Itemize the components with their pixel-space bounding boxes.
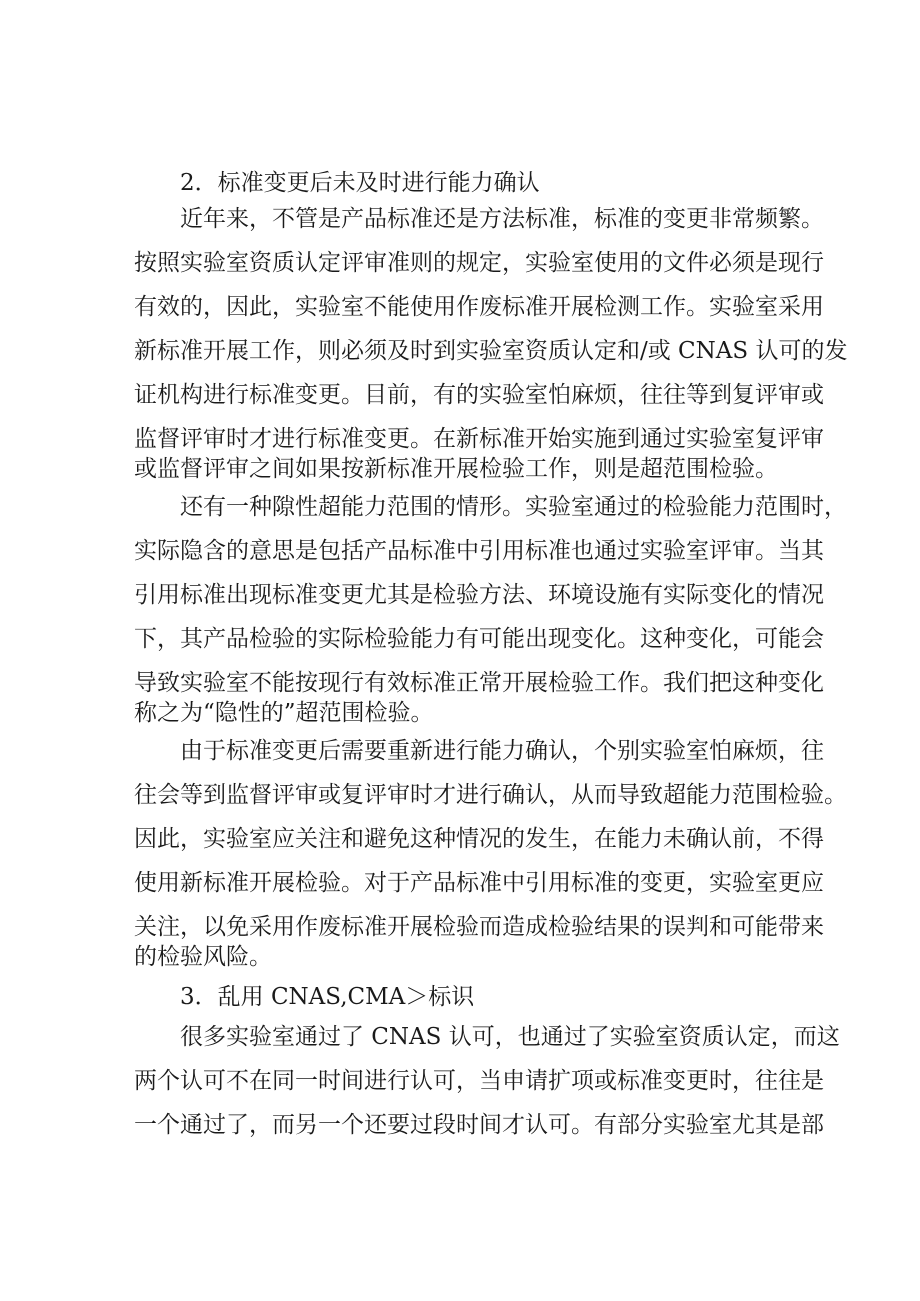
paragraph-line: 近年来，不管是产品标准还是方法标准，标准的变更非常频繁。 xyxy=(180,206,824,232)
paragraph-line: 两个认可不在同一时间进行认可，当申请扩项或标准变更时，往往是 xyxy=(134,1068,824,1094)
paragraph-line: 使用新标准开展检验。对于产品标准中引用标准的变更，实验室更应 xyxy=(134,870,824,896)
section-heading-2: 2．标准变更后未及时进行能力确认 xyxy=(180,170,540,196)
paragraph-line: 往会等到监督评审或复评审时才进行确认，从而导致超能力范围检验。 xyxy=(134,782,847,808)
paragraph-line: 下，其产品检验的实际检验能力有可能出现变化。这种变化，可能会 xyxy=(134,626,824,652)
paragraph-line: 或监督评审之间如果按新标准开展检验工作，则是超范围检验。 xyxy=(134,456,778,482)
paragraph-line: 证机构进行标准变更。目前，有的实验室怕麻烦，往往等到复评审或 xyxy=(134,382,824,408)
paragraph-line: 关注，以免采用作废标准开展检验而造成检验结果的误判和可能带来 xyxy=(134,914,824,940)
paragraph-line: 按照实验室资质认定评审准则的规定，实验室使用的文件必须是现行 xyxy=(134,250,824,276)
paragraph-line: 引用标准出现标准变更尤其是检验方法、环境设施有实际变化的情况 xyxy=(134,582,824,608)
paragraph-line: 一个通过了，而另一个还要过段时间才认可。有部分实验室尤其是部 xyxy=(134,1112,824,1138)
paragraph-line: 有效的，因此，实验室不能使用作废标准开展检测工作。实验室采用 xyxy=(134,294,824,320)
paragraph-line: 新标准开展工作，则必须及时到实验室资质认定和/或 CNAS 认可的发 xyxy=(134,338,848,364)
paragraph-line: 因此，实验室应关注和避免这种情况的发生，在能力未确认前，不得 xyxy=(134,826,824,852)
paragraph-line: 由于标准变更后需要重新进行能力确认，个别实验室怕麻烦，往 xyxy=(180,738,824,764)
paragraph-line: 实际隐含的意思是包括产品标准中引用标准也通过实验室评审。当其 xyxy=(134,538,824,564)
paragraph-line: 导致实验室不能按现行有效标准正常开展检验工作。我们把这种变化 xyxy=(134,670,824,696)
section-heading-3: 3．乱用 CNAS,CMA＞标识 xyxy=(180,984,475,1010)
paragraph-line: 还有一种隙性超能力范围的情形。实验室通过的检验能力范围时， xyxy=(180,494,847,520)
paragraph-line: 的检验风险。 xyxy=(134,944,272,970)
paragraph-line: 很多实验室通过了 CNAS 认可，也通过了实验室资质认定，而这 xyxy=(180,1024,840,1050)
paragraph-line: 监督评审时才进行标准变更。在新标准开始实施到通过实验室复评审 xyxy=(134,426,824,452)
paragraph-line: 称之为“隐性的”超范围检验。 xyxy=(134,700,434,726)
